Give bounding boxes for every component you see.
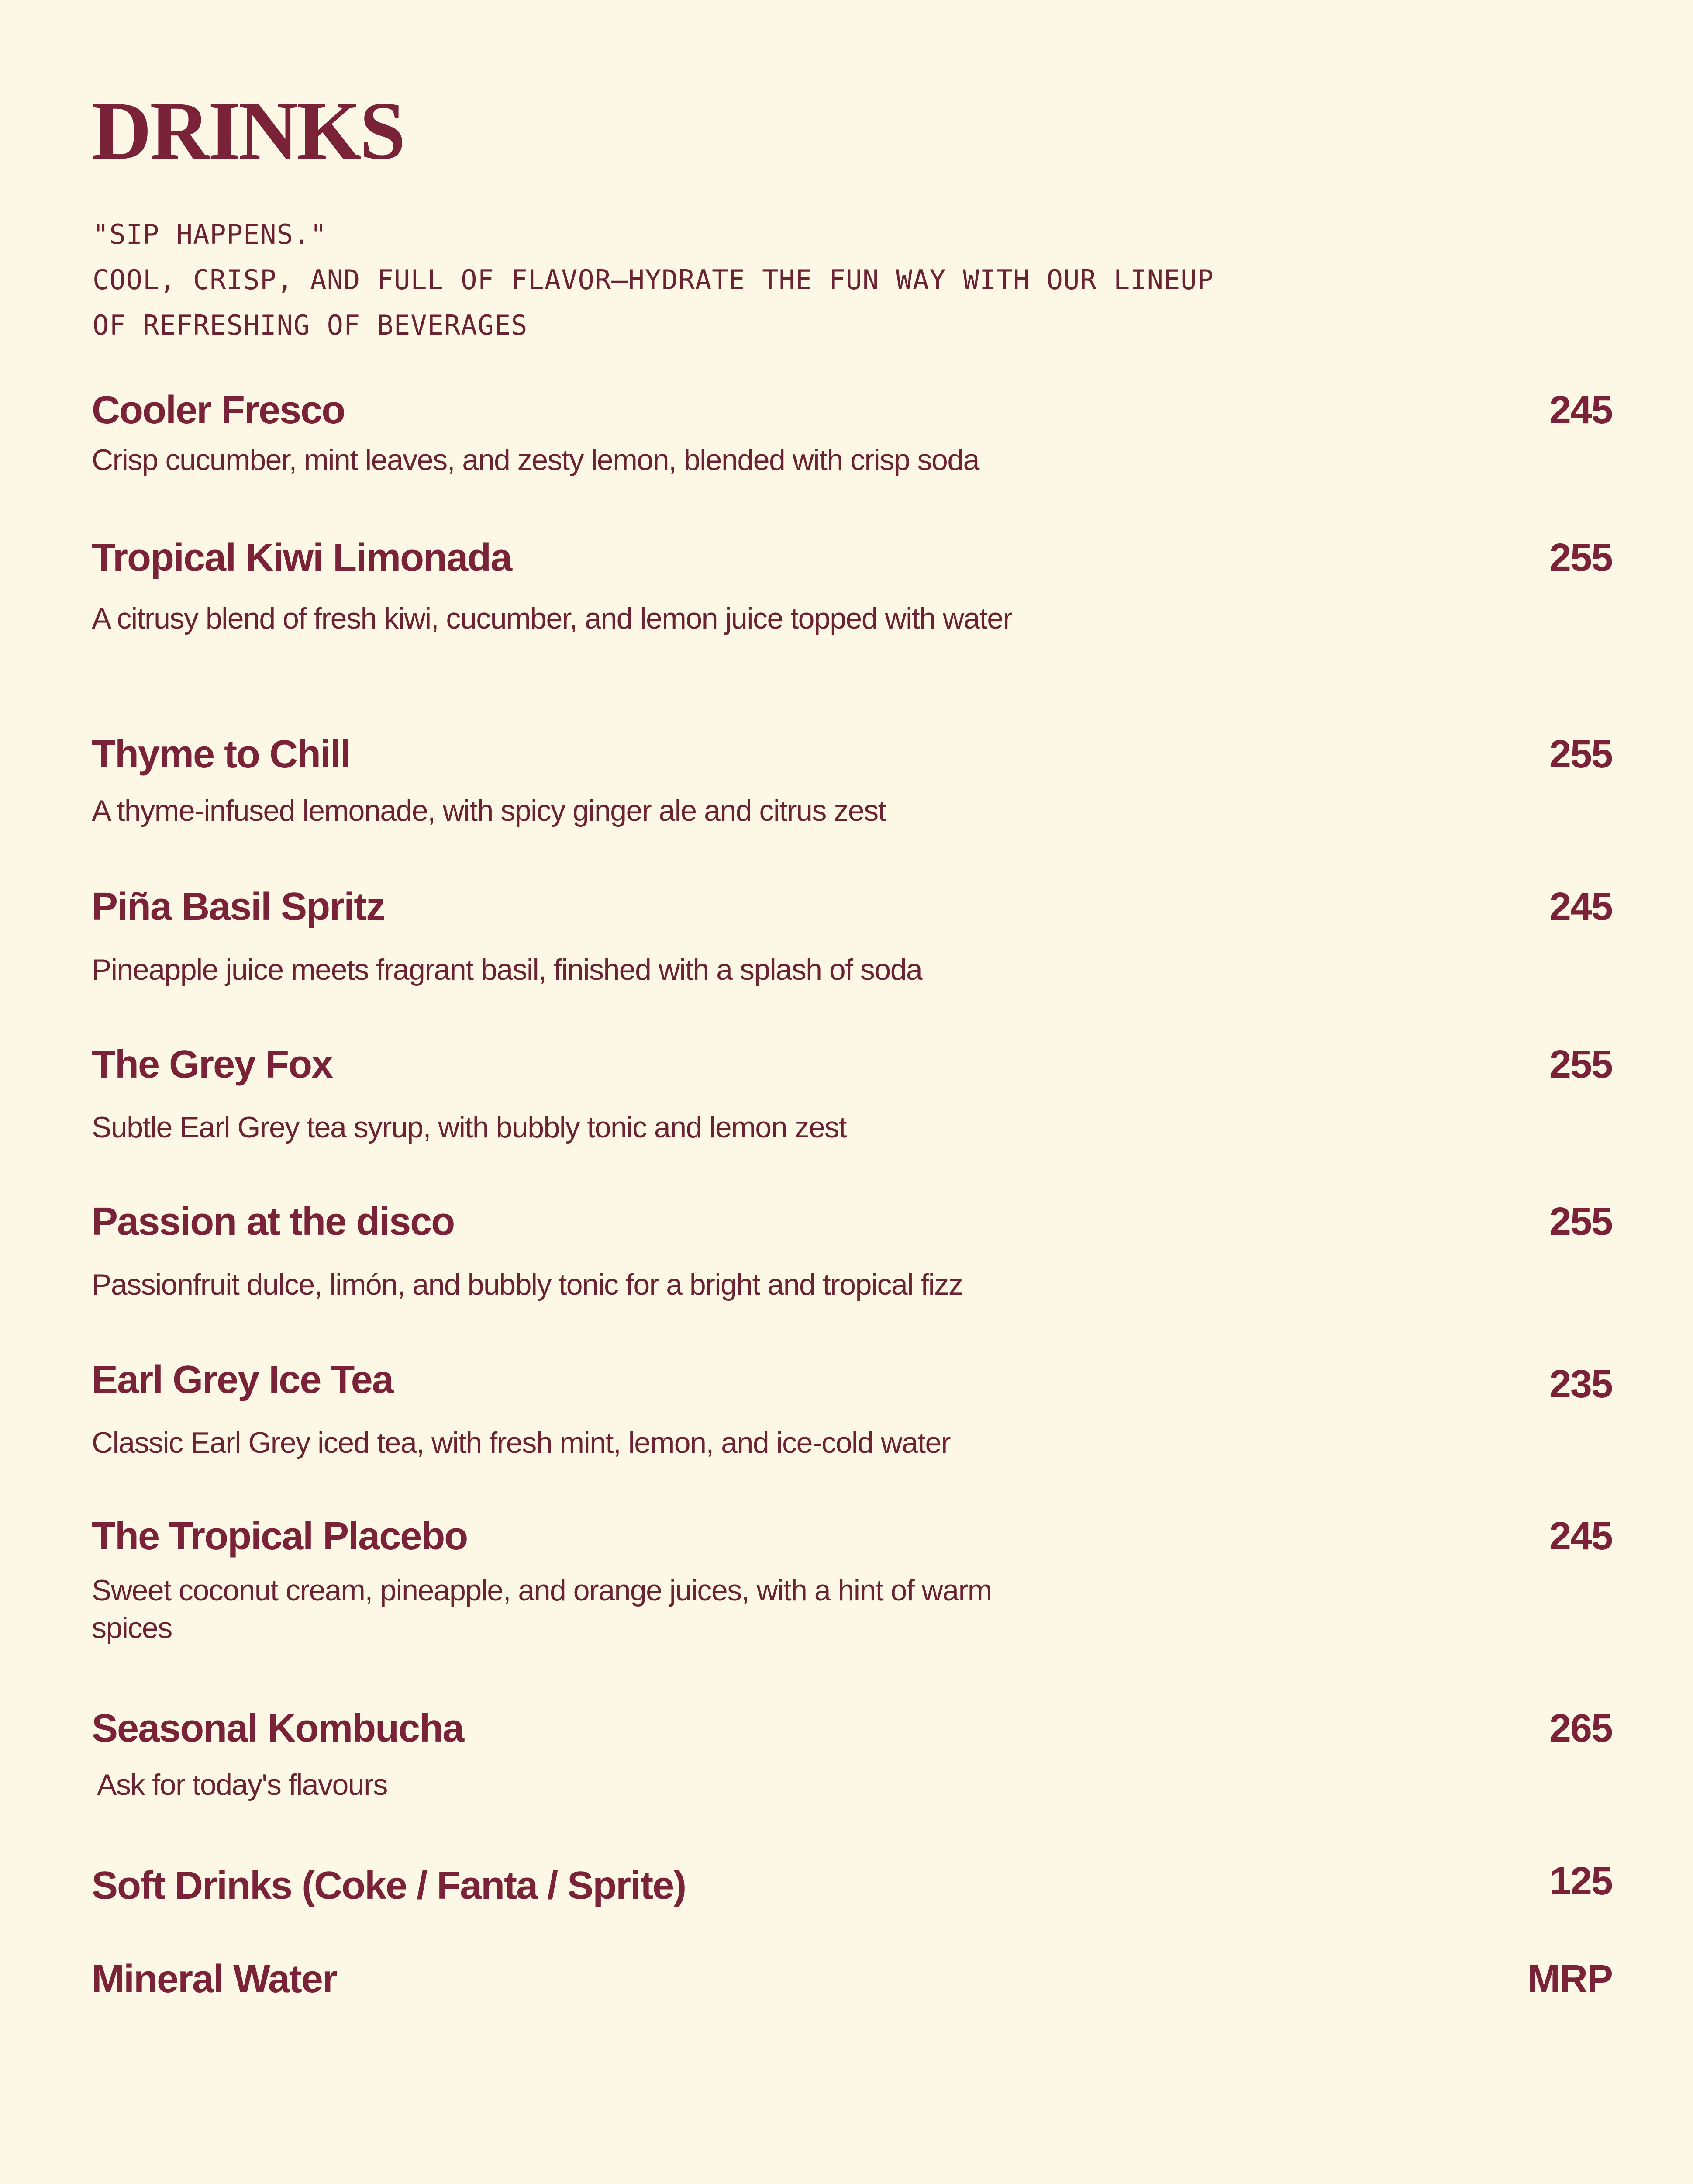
item-name: The Tropical Placebo: [92, 1514, 468, 1558]
item-price: 245: [1549, 388, 1612, 432]
item-name: Piña Basil Spritz: [92, 885, 385, 929]
item-description: Subtle Earl Grey tea syrup, with bubbly tonic and lemon zest: [92, 1111, 847, 1144]
tagline-line: "SIP HAPPENS.": [93, 218, 327, 250]
item-price: 245: [1549, 885, 1612, 929]
page-title: DRINKS: [92, 85, 404, 177]
item-price: 125: [1549, 1859, 1612, 1903]
item-name: Soft Drinks (Coke / Fanta / Sprite): [92, 1864, 686, 1908]
item-description: Pineapple juice meets fragrant basil, finished with a splash of soda: [92, 953, 922, 986]
tagline-line: OF REFRESHING OF BEVERAGES: [93, 309, 528, 341]
tagline: [93, 212, 1214, 348]
item-price: 255: [1549, 536, 1612, 580]
item-description: A citrusy blend of fresh kiwi, cucumber, and lemon juice topped with water: [92, 602, 1012, 635]
item-description: Classic Earl Grey iced tea, with fresh mint, lemon, and ice-cold water: [92, 1426, 951, 1459]
item-description: Sweet coconut cream, pineapple, and orange juices, with a hint of warm spices: [92, 1574, 992, 1645]
item-description: A thyme-infused lemonade, with spicy ginger ale and citrus zest: [92, 794, 886, 827]
item-description: Crisp cucumber, mint leaves, and zesty lemon, blended with crisp soda: [92, 443, 979, 477]
item-name: The Grey Fox: [92, 1043, 333, 1086]
tagline-line: COOL, CRISP, AND FULL OF FLAVOR—HYDRATE THE FUN WAY WITH OUR LINEUP: [93, 264, 1214, 296]
item-name: Mineral Water: [92, 1957, 337, 2001]
item-price: 245: [1549, 1514, 1612, 1558]
item-name: Tropical Kiwi Limonada: [92, 536, 512, 580]
item-price: 235: [1549, 1362, 1612, 1406]
item-description: Ask for today's flavours: [97, 1768, 387, 1801]
item-price: MRP: [1527, 1957, 1612, 2001]
item-name: Seasonal Kombucha: [92, 1707, 464, 1750]
item-price: 255: [1549, 733, 1612, 776]
item-price: 255: [1549, 1200, 1612, 1244]
item-description: Passionfruit dulce, limón, and bubbly tonic for a bright and tropical fizz: [92, 1268, 963, 1301]
item-price: 255: [1549, 1043, 1612, 1086]
item-name: Earl Grey Ice Tea: [92, 1358, 393, 1402]
item-name: Thyme to Chill: [92, 733, 351, 776]
item-name: Passion at the disco: [92, 1200, 455, 1244]
item-name: Cooler Fresco: [92, 388, 345, 432]
item-price: 265: [1549, 1707, 1612, 1750]
